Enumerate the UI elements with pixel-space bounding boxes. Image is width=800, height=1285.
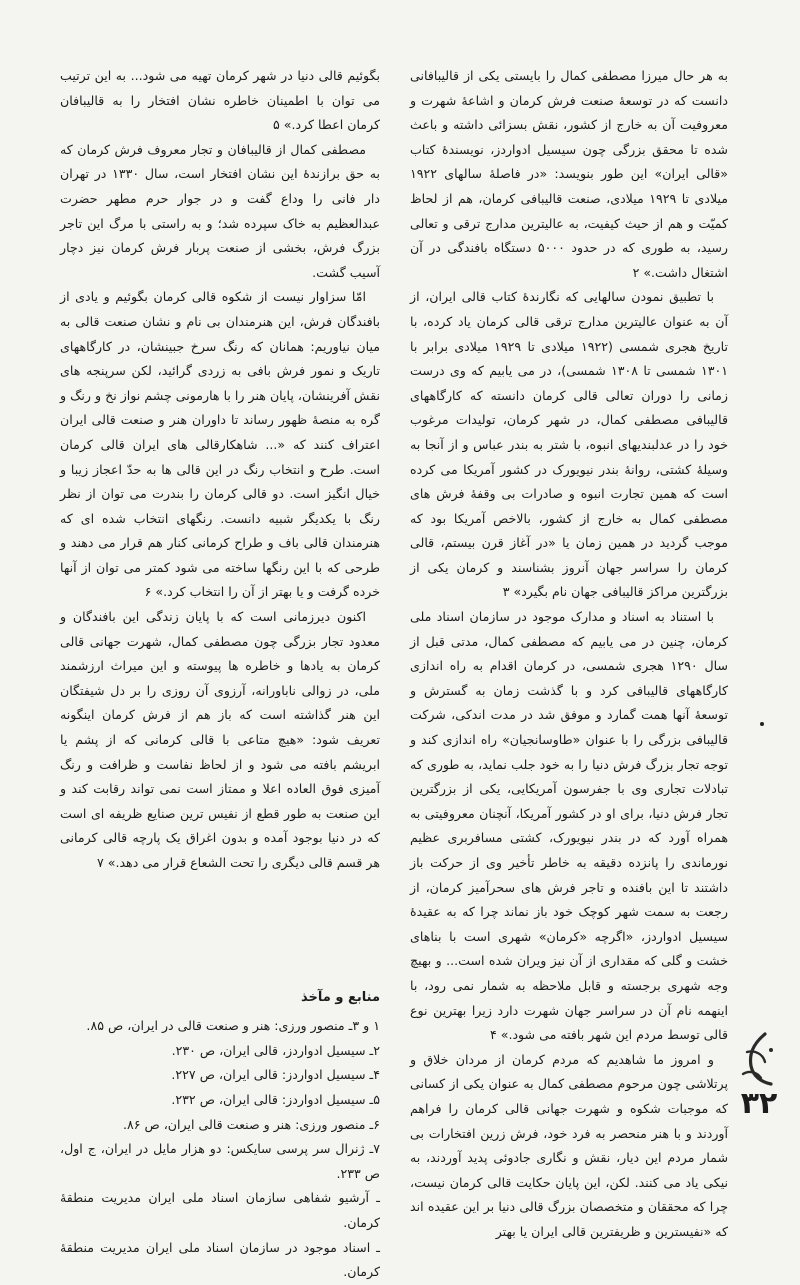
paragraph: امّا سزاوار نیست از شکوه قالی کرمان بگوئیم و یادی از بافندگان فرش، این هنرمندان بی نام و نشان صنعت قالی به میان نیاوریم: همانان که رنگ سرخ جبینشان، در کارگاههای تاریک و نمور فرش بافی به زردی گرائید، لکن سرپنجه های نقش آفرینشان، پایان هنر را با هارمونی چشم نواز نخ و رنگ و گره به منصهٔ ظهور رساند تا داوران هنر و صنعت قالی ایران اعتراف کنند که «... شاهکارقالی های ایران قالی کرمان است. طرح و انتخاب رنگ در این قالی ها به حدّ اعجاز زیبا و خیال انگیز است. دو قالی کرمان را بندرت می توان از نظر رنگ با یکدیگر شبیه دانست. رنگهای انتخاب شده ای که هنرمندان قالی باف و طراح کرمانی کنار هم قرار می دهند و طرحی که با این رنگها ساخته می شود کمتر می توان از آنها خرده گرفت و یا بهتر از آن را انتخاب کرد.» ۶ — [60, 289, 380, 600]
paragraph: با استناد به اسناد و مدارک موجود در سازمان اسناد ملی کرمان، چنین در می یابیم که مصطفی کمال، مدتی قبل از سال ۱۲۹۰ هجری شمسی، در کرمان اقدام به راه اندازی کارگاههای قالیبافی کرد و با گذشت زمان به گسترش و توسعهٔ آنها همت گمارد و موفق شد در مدت اندکی، شرکت قالیبافی بزرگی را با عنوان «طاوسانجیان» راه اندازی کند و توجه تجار بزرگ فرش دنیا را به خود جلب نماید، به طوری که تبادلات تجاری وی با جفرسون آمریکایی، یکی از بزرگترین تجار فرش دنیا، برای او در کشور آمریکا، آنچنان معروفیتی به همراه آورد که در بندر نیویورک، کشتی مسافربری عظیم نورماندی را پانزده دقیقه به خاطر تأخیر وی از حرکت باز داشتند تا این بافنده و تاجر فرش های سحرآمیز کرمان، از رجعت به سمت شهر کوچک خود باز نماند چرا که به عقیدهٔ سیسیل ادواردز، «اگرچه «کرمان» شهری است با بناهای خشت و گلی که مقداری از آن نیز ویران شده است... و بهیچ وجه شهری برجسته و قابل ملاحظه به شمار نمی رود، با اینهمه نام آن در سراسر جهان شهرت دارد زیرا بهترین نوع قالی توسط مردم این شهر بافته می شود.» ۴ — [410, 609, 728, 1043]
source-item: ۷ـ ژنرال سر پرسی سایکس: دو هزار مایل در ایران، ج اول، ص ۲۳۳. — [60, 1141, 380, 1181]
paragraph: اکنون دیرزمانی است که با پایان زندگی این بافندگان و معدود تجار بزرگی چون مصطفی کمال، شهرت جهانی قالی کرمان به یادها و خاطره ها پیوسته و این میراث ارزشمند ملی، در زوالی ناباورانه، آرزوی آن روزی را بر دل شیفتگان این هنر گذاشته است که باز هم از فرش کرمان اینگونه تعریف شود: «هیچ متاعی با قالی کرمانی که از پشم یا ابریشم بافته می شود و از لحاظ نفاست و ظرافت و رنگ آمیزی فوق العاده اعلا و ممتاز است نمی تواند رقابت کند و این صنعت به طور قطع از نفیس ترین صنایع ظریفه ای است که در دنیا بوجود آمده و بدون اغراق یک پارچه قالی کرمانی هر قسم قالی دیگری را تحت الشعاع قرار می دهد.» ۷ — [60, 609, 380, 870]
sources-title: منابع و مآخذ — [301, 989, 380, 1005]
left-column — [60, 64, 380, 1285]
source-item: ۵ـ سیسیل ادواردز: قالی ایران، ص ۲۳۲. — [171, 1091, 380, 1107]
kerman-logo-icon — [735, 1030, 783, 1090]
source-item: ۶ـ منصور ورزی: هنر و صنعت قالی ایران، ص ۸۶. — [122, 1116, 380, 1132]
paragraph: و امروز ما شاهدیم که مردم کرمان از مردان خلاق و پرتلاشی چون مرحوم مصطفی کمال به عنوان یکی از کسانی که موجبات شکوه و شهرت جهانی قالی کرمان را فراهم آوردند و با هنر منحصر به فرد خود، فرش زرین افتخارات بی شمار مردم این دیار، نقش و نگاری جادوئی پدید آوردند، به نیکی یاد می کنند. لکن، این پایان حکایت قالی کرمان نیست، چرا که محققان و متخصصان بزرگ قالی دنیا بر این عقیده اند که «نفیسترین و ظریفترین قالی ایران یا بهتر — [410, 1051, 728, 1239]
source-item: ۲ـ سیسیل ادواردز، قالی ایران، ص ۲۳۰. — [171, 1042, 380, 1058]
source-item: ۴ـ سیسیل ادواردز: قالی ایران، ص ۲۲۷. — [171, 1067, 380, 1083]
paragraph: با تطبیق نمودن سالهایی که نگارندهٔ کتاب قالی ایران، از آن به عنوان عالیترین مدارج ترقی قالی کرمان یاد کرده، با تاریخ هجری شمسی (۱۹۲۲ میلادی تا ۱۹۲۹ میلادی برابر با ۱۳۰۱ شمسی تا ۱۳۰۸ شمسی)، در می یابیم که وی درست زمانی را دوران تعالی قالی کرمان دانسته که کارگاههای قالیبافی مصطفی کمال، در شهر کرمان، تولیدات مرغوب خود را در عدلبندیهای انبوه، با شتر به بندر عباس و از آنجا به وسیلهٔ کشتی، روانهٔ بندر نیویورک در کشور آمریکا می کرده است که همین تجارت انبوه و صادرات بی وقفهٔ فرش های مصطفی کمال به خارج از کشور، بالاخص آمریکا بود که موجب گردید در همین زمان یا «در آغاز قرن بیستم، قالی کرمان را سراسر جهان آنروز بشناسند و کرمان یکی از بزرگترین مراکز قالیبافی جهان نام بگیرد» ۳ — [410, 289, 728, 600]
paragraph: به هر حال میرزا مصطفی کمال را بایستی یکی از قالیبافانی دانست که در توسعهٔ صنعت فرش کرمان و اشاعهٔ شهرت و معروفیت آن به خارج از کشور، نقش بسزائی داشته و باعث شده تا محقق بزرگی چون سیسیل ادواردز، نویسندهٔ کتاب «قالی ایران» این طور بنویسد: «در فاصلهٔ سالهای ۱۹۲۲ میلادی تا ۱۹۲۹ میلادی، صنعت قالیبافی کرمان، هم از لحاظ کمیّت و هم از حیث کیفیت، به عالیترین مدارج ترقی و تعالی رسید، به طوری که در حدود ۵۰۰۰ دستگاه بافندگی در آن اشتغال داشت.» ۲ — [410, 68, 729, 280]
source-item: ـ آرشیو شفاهی سازمان اسناد ملی ایران مدیریت منطقهٔ کرمان. — [60, 1190, 380, 1230]
margin-dot — [760, 722, 764, 726]
sources-list — [60, 1014, 380, 1285]
paragraph: مصطفی کمال از قالیبافان و تجار معروف فرش کرمان که به حق برازندهٔ این نشان افتخار است، سال ۱۳۳۰ در تهران دار فانی را وداع گفت و در جوار حرم مطهر حضرت عبدالعظیم به خاک سپرده شد؛ و به راستی با مرگ این تاجر بزرگ فرش، بخشی از صنعت پربار فرش کرمان نیز دچار آسیب گشت. — [60, 141, 380, 280]
source-item: ـ اسناد موجود در سازمان اسناد ملی ایران مدیریت منطقهٔ کرمان. — [60, 1239, 380, 1280]
page-number: ۳۲ — [740, 1086, 778, 1121]
paragraph: بگوئیم قالی دنیا در شهر کرمان تهیه می شود... به این ترتیب می توان با اطمینان خاطره نشان افتخار را به قالیبافان کرمان اعطا کرد.» ۵ — [60, 68, 380, 133]
source-item: ۱ و ۳ـ منصور ورزی: هنر و صنعت قالی در ایران، ص ۸۵. — [86, 1018, 380, 1034]
right-column — [410, 64, 728, 1245]
